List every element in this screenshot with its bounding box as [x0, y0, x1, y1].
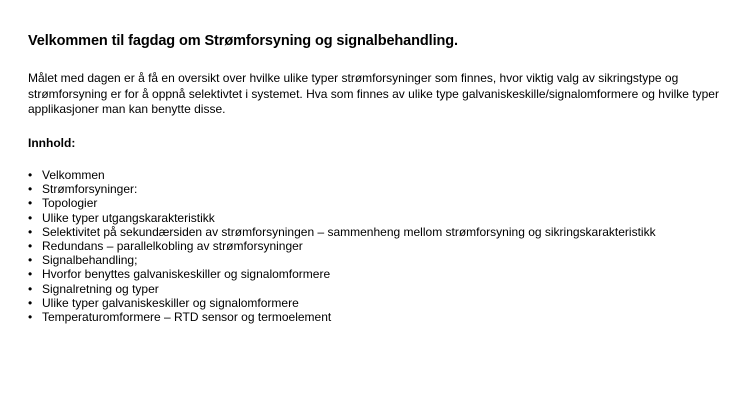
list-item-text: Hvorfor benyttes galvaniskeskiller og signalomformere	[42, 267, 331, 282]
bullet-icon: •	[28, 267, 33, 282]
list-item	[28, 182, 728, 196]
list-item-text: Ulike typer utgangskarakteristikk	[42, 210, 215, 225]
list-item	[28, 253, 728, 267]
list-item	[28, 296, 728, 310]
list-item-text: Temperaturomformere – RTD sensor og termoelement	[42, 310, 332, 325]
content-list	[28, 168, 728, 324]
list-item-text: Velkommen	[42, 168, 105, 182]
bullet-icon: •	[28, 196, 33, 211]
bullet-icon: •	[28, 210, 33, 225]
list-item-text: Topologier	[42, 196, 98, 211]
bullet-icon: •	[28, 224, 33, 239]
bullet-icon: •	[28, 253, 33, 268]
bullet-icon: •	[28, 182, 33, 197]
bullet-icon: •	[28, 281, 33, 296]
list-item-text: Signalretning og typer	[42, 281, 159, 296]
list-item	[28, 310, 728, 324]
list-item	[28, 282, 728, 296]
bullet-icon: •	[28, 168, 33, 182]
list-item	[28, 168, 728, 182]
bullet-icon: •	[28, 239, 33, 254]
intro-paragraph: Målet med dagen er å få en oversikt over hvilke ulike typer strømforsyninger som finnes, hvor viktig valg av sikringstype og strømforsyning er for å oppnå selektivtet i systemet. Hva som finnes av ulike type galvaniskeskille/signalomformere og hvilke typer applikasjoner man kan benytte disse.	[28, 71, 719, 116]
list-item-text: Ulike typer galvaniskeskiller og signalomformere	[42, 295, 299, 310]
list-item	[28, 196, 728, 210]
list-item	[28, 239, 728, 253]
list-item-text: Redundans – parallelkobling av strømforsyninger	[42, 239, 303, 254]
list-item	[28, 225, 728, 239]
list-item-text: Signalbehandling;	[42, 253, 138, 268]
bullet-icon: •	[28, 295, 33, 310]
page-title: Velkommen til fagdag om Strømforsyning og signalbehandling.	[28, 33, 458, 49]
document-page	[28, 31, 728, 324]
section-heading: Innhold:	[28, 135, 76, 150]
bullet-icon: •	[28, 310, 33, 325]
list-item	[28, 211, 728, 225]
list-item-text: Strømforsyninger:	[42, 182, 138, 197]
list-item	[28, 267, 728, 281]
list-item-text: Selektivitet på sekundærsiden av strømforsyningen – sammenheng mellom strømforsyning og sikringskarakteristikk	[42, 224, 656, 239]
